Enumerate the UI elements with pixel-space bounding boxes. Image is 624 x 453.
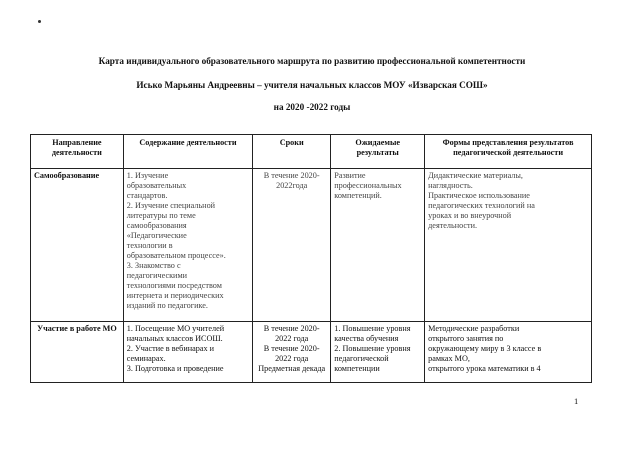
row-direction: Самообразование <box>31 169 124 322</box>
row-forms: Методические разработки открытого занятия по окружающему миру в 3 классе в рамках МО, открытого урока математики в 4 <box>425 322 592 383</box>
row-forms: Дидактические материалы, наглядность. Практическое использование педагогических технологий на уроках и во внеурочной деятельности. <box>425 169 592 322</box>
row-results: Развитие профессиональных компетенций. <box>331 169 425 322</box>
row-terms: В течение 2020- 2022 года В течение 2020- 2022 года Предметная декада <box>253 322 331 383</box>
table-row <box>31 322 592 383</box>
column-header: Сроки <box>253 135 331 169</box>
document-subtitle: Исько Марьяны Андреевны – учителя начальных классов МОУ «Изварская СОШ» <box>136 80 488 90</box>
route-table <box>30 134 592 383</box>
column-header: Ожидаемые результаты <box>331 135 425 169</box>
row-terms: В течение 2020- 2022года <box>253 169 331 322</box>
page-number: 1 <box>574 396 579 406</box>
row-direction: Участие в работе МО <box>31 322 124 383</box>
column-header: Формы представления результатов педагогической деятельности <box>425 135 592 169</box>
document-title: Карта индивидуального образовательного маршрута по развитию профессиональной компетентности <box>98 56 526 66</box>
document-period: на 2020 -2022 годы <box>273 102 351 112</box>
row-content: 1. Посещение МО учителей начальных классов ИСОШ. 2. Участие в вебинарах и семинарах. 3. Подготовка и проведение <box>123 322 252 383</box>
table-header-row <box>31 135 592 169</box>
scan-speck <box>38 20 41 23</box>
table-row <box>31 169 592 322</box>
column-header: Направление деятельности <box>31 135 124 169</box>
row-content: 1. Изучение образовательных стандартов. 2. Изучение специальной литературы по теме самообразования «Педагогические технологии в образовательном процессе». 3. Знакомство с педагогическими технологиями посредством интернета и периодических изданий по педагогике. <box>123 169 252 322</box>
column-header: Содержание деятельности <box>123 135 252 169</box>
row-results: 1. Повышение уровня качества обучения 2. Повышение уровня педагогической компетенции <box>331 322 425 383</box>
